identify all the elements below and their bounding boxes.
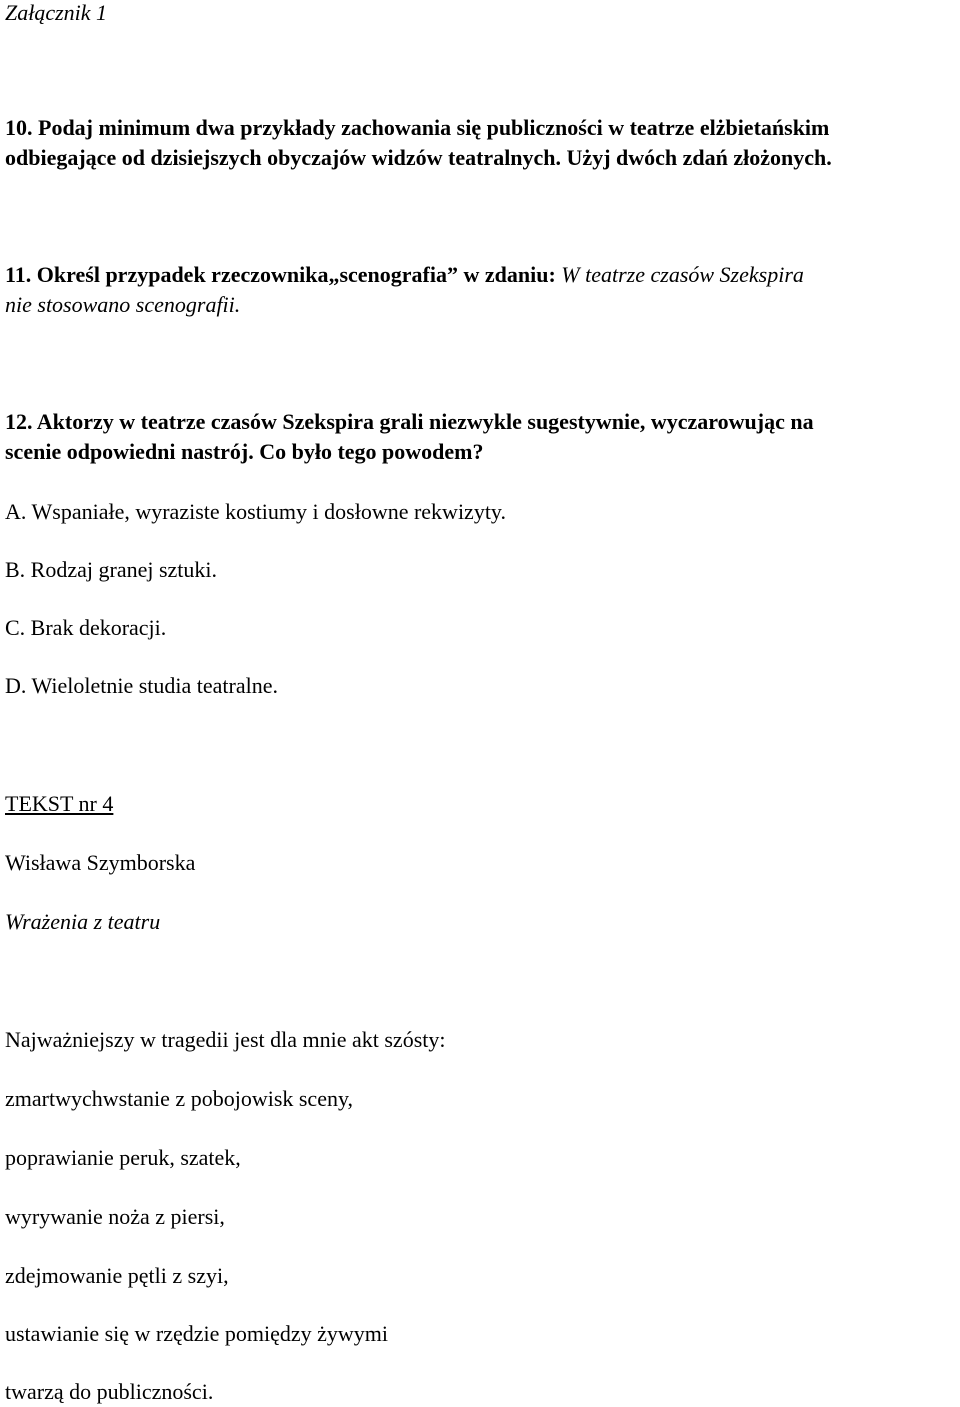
question-11-prompt: 11. Określ przypadek rzeczownika„scenografia” w zdaniu:	[5, 262, 556, 287]
option-c: C. Brak dekoracji.	[5, 615, 167, 640]
poem-line: zdejmowanie pętli z szyi,	[5, 1263, 229, 1288]
poem-line: ustawianie się w rzędzie pomiędzy żywymi	[5, 1321, 389, 1346]
poem-line: zmartwychwstanie z pobojowisk sceny,	[5, 1086, 354, 1111]
poem-line: wyrywanie noża z piersi,	[5, 1204, 225, 1229]
poem-title: Wrażenia z teatru	[5, 909, 161, 934]
option-d: D. Wieloletnie studia teatralne.	[5, 673, 279, 698]
question-11-line-2: nie stosowano scenografii.	[5, 292, 241, 317]
annex-label: Załącznik 1	[5, 0, 108, 25]
question-12-line-2: scenie odpowiedni nastrój. Co było tego powodem?	[5, 439, 484, 464]
poem-line: poprawianie peruk, szatek,	[5, 1145, 241, 1170]
text-heading: TEKST nr 4	[5, 791, 114, 816]
question-11-line-1	[5, 262, 804, 288]
poem-author: Wisława Szymborska	[5, 850, 196, 875]
option-a: A. Wspaniałe, wyraziste kostiumy i dosłowne rekwizyty.	[5, 499, 507, 524]
option-b: B. Rodzaj granej sztuki.	[5, 557, 218, 582]
question-10-line-1: 10. Podaj minimum dwa przykłady zachowania się publiczności w teatrze elżbietańskim	[5, 115, 830, 140]
question-10-line-2: odbiegające od dzisiejszych obyczajów widzów teatralnych. Użyj dwóch zdań złożonych.	[5, 145, 832, 170]
poem-line: Najważniejszy w tragedii jest dla mnie akt szósty:	[5, 1027, 446, 1052]
question-11-sentence-start: W teatrze czasów Szekspira	[555, 262, 804, 287]
poem-line: twarzą do publiczności.	[5, 1379, 214, 1404]
question-12-line-1: 12. Aktorzy w teatrze czasów Szekspira grali niezwykle sugestywnie, wyczarowując na	[5, 409, 814, 434]
